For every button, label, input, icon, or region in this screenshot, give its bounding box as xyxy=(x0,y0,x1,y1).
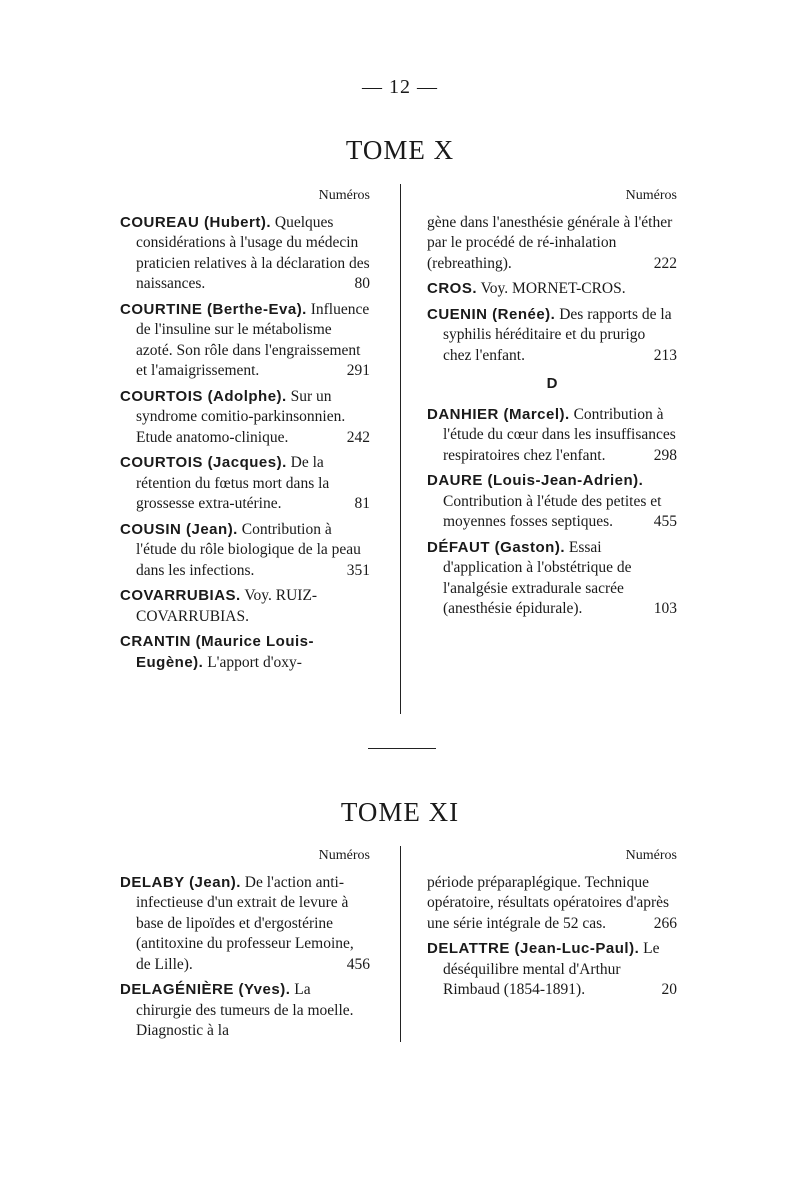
thesis-title: Voy. RUIZ-COVARRUBIAS. xyxy=(136,587,318,625)
tome-xi-left-column xyxy=(120,846,370,1047)
index-entry xyxy=(120,586,370,627)
author-name: DÉFAUT (Gaston). xyxy=(427,538,565,556)
entry-text-block xyxy=(427,279,677,300)
index-entry xyxy=(427,538,677,620)
thesis-title: Des rapports de la syphilis héréditaire et du prurigo chez l'enfant. xyxy=(443,305,672,364)
thesis-title: période préparaplégique. Technique opératoire, résultats opératoires d'après une série intégrale de 52 cas. xyxy=(427,873,670,932)
thesis-number: 351 xyxy=(346,561,370,579)
author-name: COURTOIS (Adolphe). xyxy=(120,387,287,405)
thesis-number: 298 xyxy=(653,446,677,464)
author-name: COUREAU (Hubert). xyxy=(120,213,271,231)
thesis-number: 455 xyxy=(653,513,677,530)
author-name: CRANTIN (Maurice Louis-Eugène). xyxy=(120,633,315,671)
thesis-number: 103 xyxy=(653,600,677,617)
index-entry xyxy=(120,387,370,449)
index-entry xyxy=(427,279,677,300)
thesis-title: Contribution à l'étude des petites et moyennes fosses septiques. xyxy=(443,492,662,530)
author-name: COVARRUBIAS. xyxy=(120,587,241,604)
author-name: DANHIER (Marcel). xyxy=(427,405,570,423)
thesis-number: 213 xyxy=(653,346,677,364)
author-name: DELAGÉNIÈRE (Yves). xyxy=(120,981,291,998)
letter-heading: D xyxy=(546,375,558,392)
thesis-number: 242 xyxy=(346,428,370,446)
section-title-tome-xi: TOME XI xyxy=(340,797,460,827)
column-header: Numéros xyxy=(318,848,370,863)
column-header: Numéros xyxy=(318,188,370,203)
author-name: CUENIN (Renée). xyxy=(427,305,556,323)
index-entry xyxy=(427,213,677,275)
thesis-title: De la rétention du fœtus mort dans la grossesse extra-utérine. xyxy=(136,454,330,512)
entry-list xyxy=(427,405,677,620)
thesis-number: 20 xyxy=(661,981,677,998)
section-title-tome-x: TOME X xyxy=(345,135,455,165)
author-name: CROS. xyxy=(427,280,478,297)
thesis-title: Le déséquilibre mental d'Arthur Rimbaud (1854-1891). xyxy=(443,940,660,998)
thesis-number: 456 xyxy=(346,955,370,973)
page-number: — 12 — xyxy=(362,76,438,98)
thesis-number: 266 xyxy=(653,914,677,932)
index-entry xyxy=(427,305,677,367)
thesis-title: Essai d'application à l'obstétrique de l'analgésie extradurale sacrée (anesthésie épidurale). xyxy=(443,538,632,617)
column-header: Numéros xyxy=(625,848,677,863)
thesis-title: Influence de l'insuline sur le métabolisme azoté. Son rôle dans l'engraissement et l'amaigrissement. xyxy=(136,300,370,379)
tome-x-right-column xyxy=(427,186,677,625)
thesis-number: 222 xyxy=(653,254,677,272)
entry-list xyxy=(120,213,370,674)
tome-x-left-column xyxy=(120,186,370,678)
index-entry xyxy=(120,520,370,582)
index-entry xyxy=(427,873,677,935)
thesis-title: gène dans l'anesthésie générale à l'éther par le procédé de ré-inhalation (rebreathing). xyxy=(427,213,673,272)
column-divider xyxy=(400,184,401,714)
tome-xi-right-column xyxy=(427,846,677,1006)
index-entry xyxy=(120,632,370,673)
author-name: DAURE (Louis-Jean-Adrien). xyxy=(427,472,644,489)
thesis-number: 81 xyxy=(354,495,370,512)
entry-text-block xyxy=(120,586,370,627)
author-name: COURTOIS (Jacques). xyxy=(120,454,287,471)
index-entry xyxy=(427,405,677,467)
section-separator xyxy=(368,748,436,749)
thesis-title: Sur un syndrome comitio-parkinsonnien. Etude anatomo-clinique. xyxy=(136,387,346,446)
thesis-title: Quelques considérations à l'usage du médecin praticien relatives à la déclaration des naissances. xyxy=(136,213,370,292)
author-name: DELABY (Jean). xyxy=(120,873,241,891)
index-entry xyxy=(427,939,677,1001)
thesis-number: 291 xyxy=(346,362,370,379)
entry-list xyxy=(427,213,677,367)
thesis-number: 80 xyxy=(354,275,370,292)
author-name: COUSIN (Jean). xyxy=(120,520,238,538)
thesis-title: De l'action anti-infectieuse d'un extrait de levure à base de lipoïdes et d'ergostérine (antitoxine du professeur Lemoine, de Lille). xyxy=(136,873,354,973)
author-name: COURTINE (Berthe-Eva). xyxy=(120,300,307,318)
entry-text-block xyxy=(120,632,370,673)
thesis-title: Voy. MORNET-CROS. xyxy=(477,280,626,297)
thesis-title: Contribution à l'étude du cœur dans les insuffisances respiratoires chez l'enfant. xyxy=(443,405,676,464)
index-entry xyxy=(120,980,370,1042)
index-entry xyxy=(120,453,370,515)
column-header: Numéros xyxy=(625,188,677,203)
index-entry xyxy=(120,213,370,295)
entry-text-block xyxy=(120,980,370,1042)
entry-list xyxy=(427,873,677,1001)
thesis-title: L'apport d'oxy- xyxy=(203,653,302,671)
entry-list xyxy=(120,873,370,1042)
index-entry xyxy=(120,300,370,382)
column-divider xyxy=(400,846,401,1042)
thesis-title: La chirurgie des tumeurs de la moelle. Diagnostic à la xyxy=(136,981,354,1039)
index-entry xyxy=(120,873,370,976)
index-entry xyxy=(427,471,677,533)
author-name: DELATTRE (Jean-Luc-Paul). xyxy=(427,940,640,957)
thesis-title: Contribution à l'étude du rôle biologique de la peau dans les infections. xyxy=(136,520,361,579)
